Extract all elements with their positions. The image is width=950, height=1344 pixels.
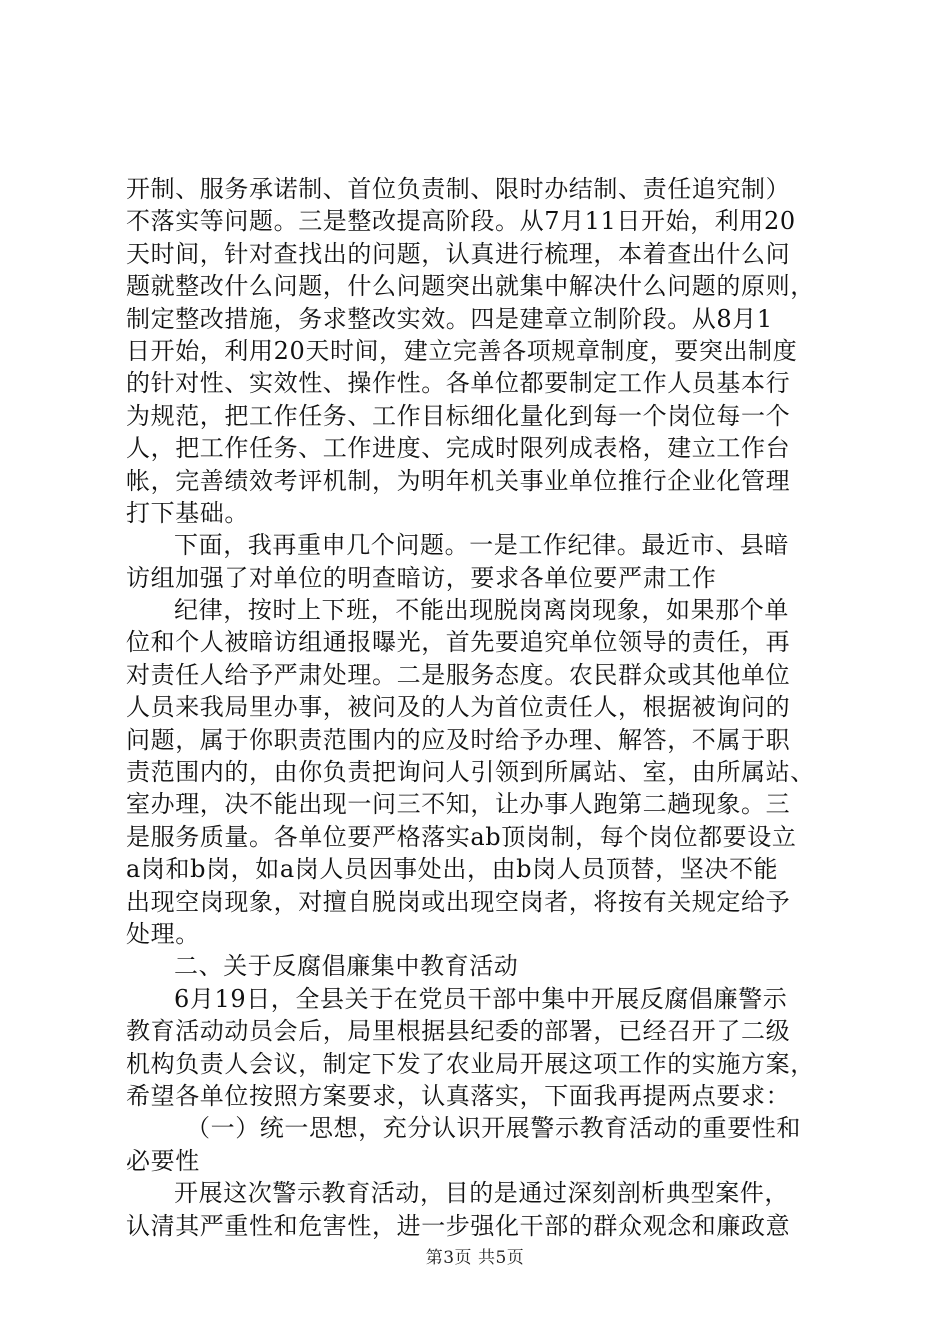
- text-line: a岗和b岗，如a岗人员因事处出，由b岗人员顶替，坚决不能: [126, 855, 779, 884]
- text-line: 问题，属于你职责范围内的应及时给予办理、解答，不属于职: [126, 725, 791, 754]
- text-line: 对责任人给予严肃处理。二是服务态度。农民群众或其他单位: [126, 660, 791, 689]
- text-line: 打下基础。: [126, 498, 249, 527]
- subsection-heading-continued: 必要性: [126, 1146, 200, 1175]
- paragraph-start-line: 下面，我再重申几个问题。一是工作纪律。最近市、县暗: [174, 531, 789, 560]
- text-line: 天时间，针对查找出的问题，认真进行梳理，本着查出什么问: [126, 239, 791, 268]
- text-line: 开制、服务承诺制、首位负责制、限时办结制、责任追究制）: [126, 175, 791, 203]
- text-line: 认清其严重性和危害性，进一步强化干部的群众观念和廉政意: [126, 1211, 791, 1240]
- text-line: 处理。: [126, 919, 200, 948]
- text-line: 位和个人被暗访组通报曝光，首先要追究单位领导的责任，再: [126, 628, 791, 657]
- paragraph-start-line: 6月19日，全县关于在党员干部中集中开展反腐倡廉警示: [174, 984, 788, 1013]
- paragraph-start-line: 开展这次警示教育活动，目的是通过深刻剖析典型案件，: [174, 1179, 789, 1208]
- text-line: 访组加强了对单位的明查暗访，要求各单位要严肃工作: [126, 563, 717, 592]
- text-line: 人员来我局里办事，被问及的人为首位责任人，根据被询问的: [126, 693, 791, 722]
- text-line: 制定整改措施，务求整改实效。四是建章立制阶段。从8月1: [126, 304, 773, 333]
- text-line: 的针对性、实效性、操作性。各单位都要制定工作人员基本行: [126, 369, 791, 398]
- section-heading: 二、关于反腐倡廉集中教育活动: [174, 952, 519, 981]
- page-number-footer: 第3页 共5页: [425, 1248, 525, 1268]
- text-line: 题就整改什么问题，什么问题突出就集中解决什么问题的原则，: [126, 272, 815, 301]
- text-line: 为规范，把工作任务、工作目标细化量化到每一个岗位每一个: [126, 401, 791, 430]
- text-line: 责范围内的，由你负责把询问人引领到所属站、室，由所属站、: [126, 758, 815, 787]
- text-line: 不落实等问题。三是整改提高阶段。从7月11日开始，利用20: [126, 207, 796, 236]
- subsection-heading: （一）统一思想，充分认识开展警示教育活动的重要性和: [186, 1114, 801, 1143]
- document-body: [126, 173, 838, 1242]
- paragraph-start-line: 纪律，按时上下班，不能出现脱岗离岗现象，如果那个单: [174, 596, 789, 625]
- text-line: 希望各单位按照方案要求，认真落实，下面我再提两点要求：: [126, 1081, 791, 1110]
- text-line: 日开始，利用20天时间，建立完善各项规章制度，要突出制度: [126, 336, 798, 365]
- text-line: 人，把工作任务、工作进度、完成时限列成表格，建立工作台: [126, 434, 791, 463]
- text-line: 是服务质量。各单位要严格落实ab顶岗制，每个岗位都要设立: [126, 822, 797, 851]
- text-line: 教育活动动员会后，局里根据县纪委的部署，已经召开了二级: [126, 1017, 791, 1046]
- text-line: 室办理，决不能出现一问三不知，让办事人跑第二趟现象。三: [126, 790, 791, 819]
- text-line: 机构负责人会议，制定下发了农业局开展这项工作的实施方案，: [126, 1049, 815, 1078]
- text-line: 帐，完善绩效考评机制，为明年机关事业单位推行企业化管理: [126, 466, 791, 495]
- text-line: 出现空岗现象，对擅自脱岗或出现空岗者，将按有关规定给予: [126, 887, 791, 916]
